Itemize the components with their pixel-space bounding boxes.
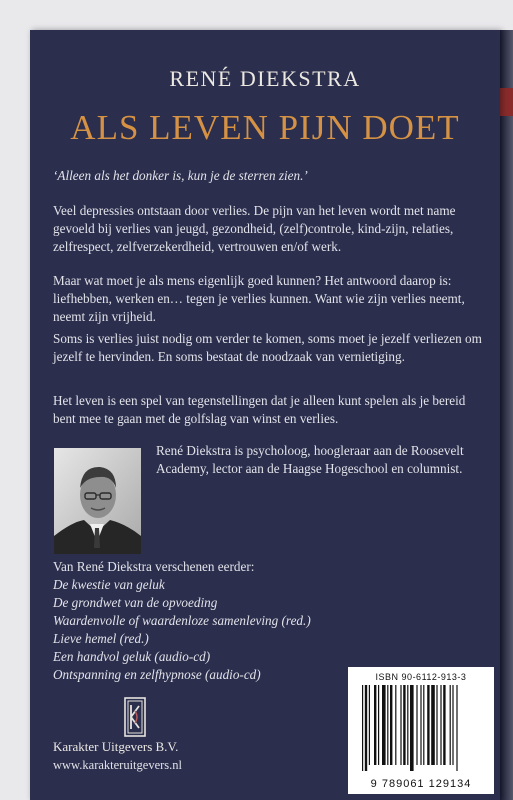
- earlier-works: [53, 558, 383, 684]
- blurb-paragraph-1: Veel depressies ontstaan door verlies. De pijn van het leven wordt met name gevoeld bij verlies van jeugd, gezondheid, (zelf)controle, kind-zijn, relaties, zelfrespect, zelfverzekerdheid, vertrouwen en/of werk.: [53, 203, 456, 254]
- k-monogram-logo-icon: [124, 697, 146, 737]
- spine-red-mark: [500, 88, 513, 116]
- blurb-paragraph-3: Soms is verlies juist nodig om verder te komen, soms moet je jezelf verliezen om jezelf te hervinden. En soms bestaat de noodzaak van vernietiging.: [53, 331, 482, 364]
- book-title: ALS LEVEN PIJN DOET: [70, 108, 460, 147]
- earlier-work-title: De kwestie van geluk: [53, 577, 165, 592]
- publisher-website: www.karakteruitgevers.nl: [53, 758, 183, 772]
- earlier-work-title: Ontspanning en zelfhypnose (audio-cd): [53, 667, 261, 682]
- earlier-works-heading: Van René Diekstra verschenen eerder:: [53, 559, 255, 574]
- earlier-work-title: Lieve hemel (red.): [53, 631, 149, 646]
- publisher-name: Karakter Uitgevers B.V.: [53, 739, 179, 754]
- book-back-cover: [30, 30, 500, 800]
- earlier-work-title: Een handvol geluk (audio-cd): [53, 649, 211, 664]
- blurb-paragraph-2: Maar wat moet je als mens eigenlijk goed kunnen? Het antwoord daarop is: liefhebben, werken en… tegen je verlies kunnen. Want wie zijn verlies neemt, neemt zijn vrijheid.: [53, 273, 465, 324]
- author-bio: René Diekstra is psycholoog, hoogleraar aan de Roosevelt Academy, lector aan de Haagse Hogeschool en columnist.: [156, 443, 464, 476]
- ean-number: 9 789061 129134: [370, 778, 472, 790]
- author-portrait: [54, 448, 141, 554]
- barcode-bars: [362, 685, 482, 771]
- earlier-work-title: Waardenvolle of waardenloze samenleving (red.): [53, 613, 311, 628]
- isbn-number: ISBN 90-6112-913-3: [375, 672, 467, 682]
- author-name: RENÉ DIEKSTRA: [169, 66, 361, 91]
- book-spine-edge: [500, 30, 513, 800]
- earlier-work-title: De grondwet van de opvoeding: [53, 595, 218, 610]
- blurb-paragraph-4: Het leven is een spel van tegenstellingen dat je alleen kunt spelen als je bereid bent mee te gaan met de golfslag van winst en verlies.: [53, 393, 466, 426]
- isbn-barcode: [348, 667, 494, 794]
- epigraph-quote: ‘Alleen als het donker is, kun je de sterren zien.’: [53, 168, 308, 183]
